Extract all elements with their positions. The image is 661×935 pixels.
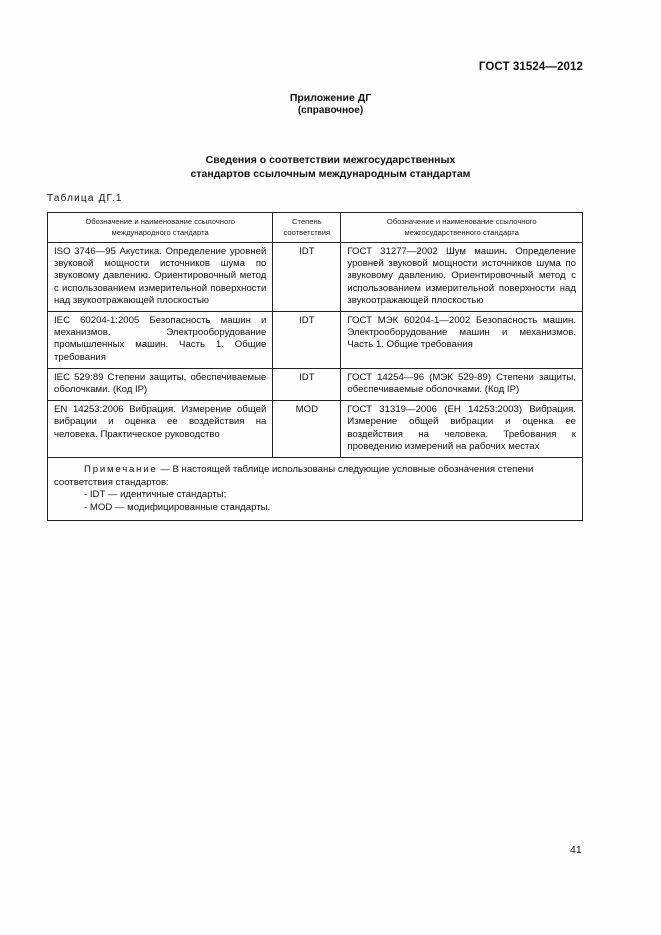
note-item-mod: - MOD — модифицированные стандарты.: [84, 501, 271, 513]
table-note-row: [48, 458, 583, 521]
cell-international: ISO 3746—95 Акустика. Определение уровней звуковой мощности источников шума по звуковому давлению. Ориентировочный метод с использованием измерительной поверхности над звукоотражающей плоскостью: [48, 243, 273, 312]
cell-interstate: ГОСТ 31319—2006 (ЕН 14253:2003) Вибрация. Измерение общей вибрации и оценка ее воздействия на человека. Требования к проведению измерений на рабочих местах: [341, 401, 583, 458]
section-heading-line-1: Сведения о соответствии межгосударственных: [205, 154, 456, 166]
header-international-standard: Обозначение и наименование ссылочного международного стандарта: [48, 213, 273, 243]
cell-international: EN 14253:2006 Вибрация. Измерение общей вибрации и оценка ее воздействия на человека. Практическое руководство: [48, 401, 273, 458]
note-label: Примечание: [84, 464, 158, 476]
table-row: [48, 312, 583, 369]
cell-interstate: ГОСТ 14254—96 (МЭК 529-89) Степени защиты, обеспечиваемые оболочками. (Код IP): [341, 368, 583, 400]
header-degree: Степень соответствия: [273, 213, 341, 243]
appendix-title: Приложение ДГ: [289, 92, 372, 104]
appendix-subtitle: (справочное): [297, 105, 364, 116]
cell-degree: MOD: [273, 401, 341, 458]
correspondence-table: [47, 212, 583, 521]
note-text: — В настоящей таблице использованы следующие условные обозначения степени соответствия стандартов:: [54, 464, 534, 488]
table-note: [48, 458, 583, 521]
cell-degree: IDT: [273, 312, 341, 369]
table-row: [48, 401, 583, 458]
page-number: 41: [570, 844, 582, 856]
note-item-idt: - IDT — идентичные стандарты;: [84, 489, 227, 501]
cell-international: IEC 529:89 Степени защиты, обеспечиваемые оболочками. (Код IP): [48, 368, 273, 400]
table-row: [48, 243, 583, 312]
header-interstate-standard: Обозначение и наименование ссылочного межгосударственного стандарта: [341, 213, 583, 243]
cell-degree: IDT: [273, 368, 341, 400]
cell-degree: IDT: [273, 243, 341, 312]
section-heading-line-2: стандартов ссылочным международным стандартам: [190, 168, 471, 180]
standard-code: ГОСТ 31524—2012: [478, 61, 583, 73]
table-row: [48, 368, 583, 400]
table-label: Таблица ДГ.1: [47, 193, 123, 204]
table-header-row: [48, 213, 583, 243]
cell-interstate: ГОСТ МЭК 60204-1—2002 Безопасность машин. Электрооборудование машин и механизмов. Часть 1. Общие требования: [341, 312, 583, 369]
cell-interstate: ГОСТ 31277—2002 Шум машин. Определение уровней звуковой мощности источников шума по звуковому давлению. Ориентировочный метод с использованием измерительной поверхности над звукоотражающей плоскостью: [341, 243, 583, 312]
cell-international: IEC 60204-1:2005 Безопасность машин и механизмов. Электрооборудование промышленных машин. Часть 1. Общие требования: [48, 312, 273, 369]
